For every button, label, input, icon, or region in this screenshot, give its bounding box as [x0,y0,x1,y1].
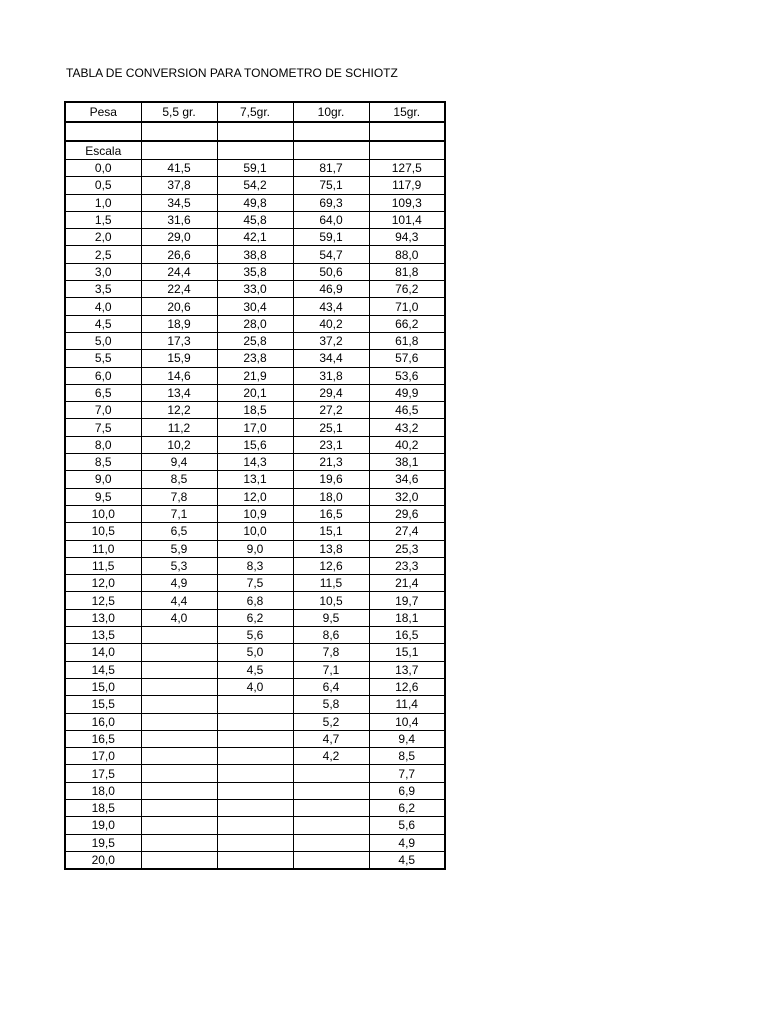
scale-label-cell: Escala [65,141,141,160]
scale-value-cell: 9,5 [65,488,141,505]
pressure-value-cell: 19,6 [293,471,369,488]
pressure-value-cell [141,799,217,816]
table-row [65,575,445,592]
header-cell-10gr: 10gr. [293,102,369,122]
pressure-value-cell: 22,4 [141,281,217,298]
pressure-value-cell: 5,6 [369,817,445,834]
pressure-value-cell [217,834,293,851]
scale-value-cell: 1,5 [65,211,141,228]
pressure-value-cell [217,851,293,869]
pressure-value-cell: 17,3 [141,332,217,349]
pressure-value-cell: 109,3 [369,194,445,211]
pressure-value-cell: 10,0 [217,523,293,540]
pressure-value-cell: 88,0 [369,246,445,263]
pressure-value-cell [141,834,217,851]
pressure-value-cell: 37,2 [293,332,369,349]
pressure-value-cell: 20,1 [217,384,293,401]
blank-cell [65,122,141,141]
table-row [65,384,445,401]
scale-value-cell: 5,5 [65,350,141,367]
scale-value-cell: 16,0 [65,713,141,730]
scale-value-cell: 3,5 [65,281,141,298]
scale-value-cell: 3,0 [65,263,141,280]
pressure-value-cell: 71,0 [369,298,445,315]
table-row [65,678,445,695]
pressure-value-cell [217,713,293,730]
pressure-value-cell: 25,1 [293,419,369,436]
pressure-value-cell [217,817,293,834]
pressure-value-cell: 12,6 [369,678,445,695]
table-row [65,419,445,436]
pressure-value-cell: 18,5 [217,402,293,419]
scale-value-cell: 5,0 [65,332,141,349]
table-row [65,402,445,419]
pressure-value-cell: 4,9 [141,575,217,592]
scale-value-cell: 11,0 [65,540,141,557]
pressure-value-cell: 7,8 [293,644,369,661]
scale-value-cell: 11,5 [65,557,141,574]
pressure-value-cell: 18,0 [293,488,369,505]
pressure-value-cell: 5,3 [141,557,217,574]
pressure-value-cell: 29,0 [141,229,217,246]
scale-value-cell: 15,0 [65,678,141,695]
table-row [65,523,445,540]
scale-value-cell: 7,0 [65,402,141,419]
pressure-value-cell [141,678,217,695]
scale-value-cell: 20,0 [65,851,141,869]
scale-value-cell: 2,5 [65,246,141,263]
pressure-value-cell: 4,0 [217,678,293,695]
pressure-value-cell [141,851,217,869]
pressure-value-cell: 5,8 [293,696,369,713]
pressure-value-cell: 76,2 [369,281,445,298]
pressure-value-cell: 31,8 [293,367,369,384]
pressure-value-cell: 64,0 [293,211,369,228]
pressure-value-cell [293,799,369,816]
table-row [65,315,445,332]
pressure-value-cell: 4,7 [293,730,369,747]
pressure-value-cell: 32,0 [369,488,445,505]
pressure-value-cell [217,799,293,816]
pressure-value-cell: 26,6 [141,246,217,263]
scale-value-cell: 12,5 [65,592,141,609]
pressure-value-cell [141,644,217,661]
pressure-value-cell: 13,8 [293,540,369,557]
pressure-value-cell: 4,0 [141,609,217,626]
pressure-value-cell: 34,4 [293,350,369,367]
pressure-value-cell: 101,4 [369,211,445,228]
pressure-value-cell: 10,4 [369,713,445,730]
pressure-value-cell: 12,6 [293,557,369,574]
pressure-value-cell: 127,5 [369,160,445,177]
scale-value-cell: 18,5 [65,799,141,816]
blank-cell [369,122,445,141]
table-row [65,471,445,488]
pressure-value-cell [217,730,293,747]
conversion-table [64,101,446,870]
pressure-value-cell [141,730,217,747]
table-row [65,177,445,194]
pressure-value-cell: 7,8 [141,488,217,505]
table-row [65,454,445,471]
pressure-value-cell [141,782,217,799]
pressure-value-cell: 4,5 [217,661,293,678]
scale-value-cell: 9,0 [65,471,141,488]
pressure-value-cell [293,851,369,869]
scale-value-cell: 7,5 [65,419,141,436]
header-cell-5-5gr: 5,5 gr. [141,102,217,122]
pressure-value-cell: 23,8 [217,350,293,367]
pressure-value-cell: 6,2 [369,799,445,816]
pressure-value-cell: 20,6 [141,298,217,315]
scale-value-cell: 0,5 [65,177,141,194]
pressure-value-cell: 50,6 [293,263,369,280]
pressure-value-cell: 16,5 [369,627,445,644]
pressure-value-cell: 28,0 [217,315,293,332]
pressure-value-cell: 21,4 [369,575,445,592]
pressure-value-cell: 81,7 [293,160,369,177]
pressure-value-cell: 12,0 [217,488,293,505]
pressure-value-cell: 9,4 [141,454,217,471]
empty-cell [369,141,445,160]
empty-cell [217,141,293,160]
pressure-value-cell: 66,2 [369,315,445,332]
table-row [65,557,445,574]
pressure-value-cell: 5,0 [217,644,293,661]
table-row [65,194,445,211]
pressure-value-cell: 6,2 [217,609,293,626]
pressure-value-cell [141,817,217,834]
pressure-value-cell: 7,1 [141,505,217,522]
pressure-value-cell: 41,5 [141,160,217,177]
pressure-value-cell [293,782,369,799]
pressure-value-cell: 46,5 [369,402,445,419]
empty-cell [141,141,217,160]
table-row [65,160,445,177]
pressure-value-cell: 40,2 [369,436,445,453]
pressure-value-cell: 7,5 [217,575,293,592]
table-row [65,609,445,626]
document-title: TABLA DE CONVERSION PARA TONOMETRO DE SCHIOTZ [66,66,398,80]
scale-value-cell: 14,5 [65,661,141,678]
scale-label-row [65,141,445,160]
pressure-value-cell: 40,2 [293,315,369,332]
pressure-value-cell: 13,1 [217,471,293,488]
pressure-value-cell: 4,5 [369,851,445,869]
table-row [65,298,445,315]
scale-value-cell: 8,5 [65,454,141,471]
pressure-value-cell [217,782,293,799]
scale-value-cell: 0,0 [65,160,141,177]
pressure-value-cell: 38,8 [217,246,293,263]
pressure-value-cell: 10,9 [217,505,293,522]
table-row [65,799,445,816]
pressure-value-cell: 19,7 [369,592,445,609]
pressure-value-cell: 33,0 [217,281,293,298]
scale-value-cell: 12,0 [65,575,141,592]
pressure-value-cell: 4,2 [293,748,369,765]
scale-value-cell: 19,5 [65,834,141,851]
table-row [65,229,445,246]
header-cell-pesa: Pesa [65,102,141,122]
pressure-value-cell: 7,1 [293,661,369,678]
pressure-value-cell: 8,5 [141,471,217,488]
scale-value-cell: 2,0 [65,229,141,246]
table-row [65,505,445,522]
scale-value-cell: 13,0 [65,609,141,626]
pressure-value-cell: 34,6 [369,471,445,488]
scale-value-cell: 10,5 [65,523,141,540]
pressure-value-cell: 35,8 [217,263,293,280]
empty-cell [293,141,369,160]
table-row [65,661,445,678]
scale-value-cell: 14,0 [65,644,141,661]
pressure-value-cell: 54,7 [293,246,369,263]
table-row [65,350,445,367]
pressure-value-cell [217,696,293,713]
table-row [65,367,445,384]
pressure-value-cell [141,748,217,765]
pressure-value-cell: 6,5 [141,523,217,540]
scale-value-cell: 4,0 [65,298,141,315]
pressure-value-cell: 15,1 [293,523,369,540]
pressure-value-cell: 8,3 [217,557,293,574]
pressure-value-cell: 43,2 [369,419,445,436]
pressure-value-cell [293,765,369,782]
pressure-value-cell: 21,9 [217,367,293,384]
blank-cell [293,122,369,141]
pressure-value-cell: 29,4 [293,384,369,401]
table-row [65,713,445,730]
table-row [65,748,445,765]
pressure-value-cell [217,765,293,782]
pressure-value-cell: 23,3 [369,557,445,574]
table-row [65,627,445,644]
table-row [65,817,445,834]
pressure-value-cell: 49,8 [217,194,293,211]
header-cell-7-5gr: 7,5gr. [217,102,293,122]
pressure-value-cell [217,748,293,765]
pressure-value-cell: 10,2 [141,436,217,453]
pressure-value-cell: 25,3 [369,540,445,557]
scale-value-cell: 16,5 [65,730,141,747]
pressure-value-cell: 57,6 [369,350,445,367]
table-row [65,211,445,228]
blank-cell [217,122,293,141]
pressure-value-cell: 9,0 [217,540,293,557]
pressure-value-cell: 30,4 [217,298,293,315]
header-cell-15gr: 15gr. [369,102,445,122]
pressure-value-cell: 18,1 [369,609,445,626]
pressure-value-cell: 27,4 [369,523,445,540]
pressure-value-cell: 117,9 [369,177,445,194]
pressure-value-cell: 13,7 [369,661,445,678]
pressure-value-cell: 11,2 [141,419,217,436]
table-row [65,246,445,263]
table-row [65,696,445,713]
pressure-value-cell: 24,4 [141,263,217,280]
scale-value-cell: 17,0 [65,748,141,765]
pressure-value-cell: 81,8 [369,263,445,280]
pressure-value-cell: 9,5 [293,609,369,626]
pressure-value-cell: 6,4 [293,678,369,695]
pressure-value-cell: 14,6 [141,367,217,384]
pressure-value-cell: 5,6 [217,627,293,644]
pressure-value-cell: 27,2 [293,402,369,419]
pressure-value-cell: 5,9 [141,540,217,557]
scale-value-cell: 8,0 [65,436,141,453]
pressure-value-cell [141,713,217,730]
scale-value-cell: 13,5 [65,627,141,644]
table-row [65,488,445,505]
scale-value-cell: 18,0 [65,782,141,799]
pressure-value-cell: 94,3 [369,229,445,246]
conversion-table-body [65,102,445,869]
pressure-value-cell: 46,9 [293,281,369,298]
pressure-value-cell [141,765,217,782]
pressure-value-cell: 23,1 [293,436,369,453]
pressure-value-cell: 11,4 [369,696,445,713]
pressure-value-cell: 18,9 [141,315,217,332]
table-row [65,263,445,280]
pressure-value-cell: 4,9 [369,834,445,851]
pressure-value-cell: 37,8 [141,177,217,194]
pressure-value-cell: 49,9 [369,384,445,401]
pressure-value-cell [293,834,369,851]
pressure-value-cell: 8,5 [369,748,445,765]
pressure-value-cell: 4,4 [141,592,217,609]
table-row [65,332,445,349]
pressure-value-cell: 7,7 [369,765,445,782]
pressure-value-cell: 25,8 [217,332,293,349]
pressure-value-cell: 5,2 [293,713,369,730]
table-row [65,436,445,453]
pressure-value-cell: 6,9 [369,782,445,799]
table-row [65,592,445,609]
table-row [65,834,445,851]
pressure-value-cell: 21,3 [293,454,369,471]
scale-value-cell: 17,5 [65,765,141,782]
pressure-value-cell [141,696,217,713]
pressure-value-cell: 61,8 [369,332,445,349]
table-row [65,644,445,661]
pressure-value-cell: 54,2 [217,177,293,194]
pressure-value-cell: 15,1 [369,644,445,661]
pressure-value-cell: 34,5 [141,194,217,211]
pressure-value-cell: 15,6 [217,436,293,453]
scale-value-cell: 10,0 [65,505,141,522]
pressure-value-cell: 75,1 [293,177,369,194]
scale-value-cell: 1,0 [65,194,141,211]
pressure-value-cell: 6,8 [217,592,293,609]
pressure-value-cell: 15,9 [141,350,217,367]
pressure-value-cell: 59,1 [293,229,369,246]
pressure-value-cell: 43,4 [293,298,369,315]
scale-value-cell: 6,0 [65,367,141,384]
pressure-value-cell: 17,0 [217,419,293,436]
pressure-value-cell: 14,3 [217,454,293,471]
pressure-value-cell [141,661,217,678]
pressure-value-cell: 31,6 [141,211,217,228]
header-row [65,102,445,122]
pressure-value-cell: 29,6 [369,505,445,522]
scale-value-cell: 4,5 [65,315,141,332]
pressure-value-cell: 42,1 [217,229,293,246]
pressure-value-cell: 13,4 [141,384,217,401]
pressure-value-cell: 45,8 [217,211,293,228]
pressure-value-cell: 8,6 [293,627,369,644]
pressure-value-cell: 59,1 [217,160,293,177]
pressure-value-cell: 9,4 [369,730,445,747]
pressure-value-cell [293,817,369,834]
table-row [65,281,445,298]
table-row [65,765,445,782]
blank-row [65,122,445,141]
table-row [65,730,445,747]
pressure-value-cell: 69,3 [293,194,369,211]
table-row [65,851,445,869]
scale-value-cell: 19,0 [65,817,141,834]
pressure-value-cell: 11,5 [293,575,369,592]
pressure-value-cell: 53,6 [369,367,445,384]
table-row [65,540,445,557]
pressure-value-cell: 38,1 [369,454,445,471]
pressure-value-cell [141,627,217,644]
pressure-value-cell: 16,5 [293,505,369,522]
blank-cell [141,122,217,141]
scale-value-cell: 15,5 [65,696,141,713]
pressure-value-cell: 12,2 [141,402,217,419]
scale-value-cell: 6,5 [65,384,141,401]
table-row [65,782,445,799]
pressure-value-cell: 10,5 [293,592,369,609]
